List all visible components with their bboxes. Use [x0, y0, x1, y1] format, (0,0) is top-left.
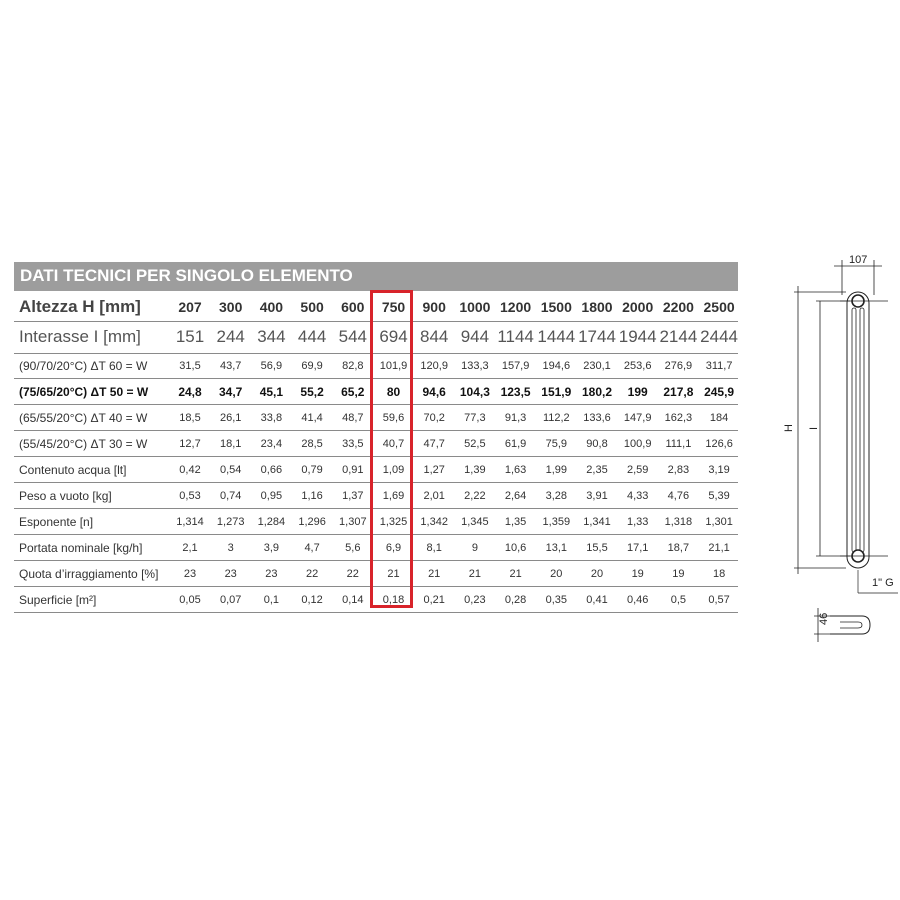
table-cell: 80 [386, 385, 401, 399]
table-cell: 77,3 [464, 412, 486, 424]
table-cell: 112,2 [542, 412, 570, 424]
table-cell: 0,41 [586, 594, 608, 606]
table-cell: 1,37 [342, 490, 364, 502]
table-cell: 244 [216, 327, 245, 346]
table-cell: 28,5 [301, 438, 323, 450]
table-cell: 1,09 [382, 464, 405, 476]
table-cell: 1,325 [379, 516, 408, 528]
row-label: (90/70/20°C) ΔT 60 = W [19, 359, 148, 373]
table-cell: 52,5 [464, 438, 486, 450]
table-cell: 0,1 [263, 594, 280, 606]
table-cell: 43,7 [219, 360, 242, 372]
table-cell: 151 [175, 327, 205, 346]
table-cell: 33,5 [342, 438, 364, 450]
table-cell: 1,39 [464, 464, 486, 476]
table-cell: 5,6 [345, 542, 361, 554]
table-cell: 0,07 [219, 594, 242, 606]
table-cell: 544 [338, 327, 367, 346]
table-cell: 104,3 [459, 385, 490, 399]
column-header: 600 [341, 299, 365, 315]
column-header: 750 [381, 299, 406, 315]
table-cell: 2,83 [667, 464, 690, 476]
table-cell: 1,342 [420, 516, 448, 528]
column-header: 400 [259, 299, 284, 315]
table-cell: 21 [387, 568, 400, 580]
column-header: 1000 [459, 299, 491, 315]
table-cell: 1,314 [176, 516, 204, 528]
column-header: 2000 [622, 299, 654, 315]
table-cell: 1444 [537, 327, 576, 346]
width-dimension-label: 107 [849, 254, 868, 266]
profile-section-outline [830, 616, 870, 634]
table-cell: 2,64 [504, 490, 527, 502]
table-cell: 100,9 [623, 438, 652, 450]
table-cell: 1,307 [339, 516, 367, 528]
table-cell: 21,1 [708, 542, 730, 554]
column-header: 300 [219, 299, 243, 315]
table-cell: 33,8 [260, 412, 283, 424]
table-cell: 0,74 [219, 490, 242, 502]
table-cell: 23,4 [260, 438, 283, 450]
table-cell: 13,1 [545, 542, 567, 554]
table-cell: 18,7 [667, 542, 690, 554]
table-cell: 21 [509, 568, 522, 580]
table-cell: 1,341 [583, 516, 611, 528]
depth-dimension-label: 46 [818, 612, 830, 625]
table-cell: 1944 [618, 327, 657, 346]
table-cell: 194,6 [542, 360, 571, 372]
table-cell: 1144 [497, 327, 534, 346]
table-cell: 56,9 [260, 360, 283, 372]
table-cell: 22 [346, 568, 359, 580]
table-cell: 1,63 [504, 464, 527, 476]
table-cell: 0,42 [179, 464, 201, 476]
table-cell: 40,7 [382, 438, 405, 450]
table-cell: 0,14 [342, 594, 364, 606]
table-cell: 24,8 [178, 385, 202, 399]
table-cell: 4,33 [626, 490, 649, 502]
row-label: Peso a vuoto [kg] [19, 489, 112, 503]
table-cell: 133,3 [461, 360, 489, 372]
table-cell: 0,23 [464, 594, 486, 606]
table-cell: 8,1 [426, 542, 442, 554]
table-cell: 1,35 [504, 516, 527, 528]
table-cell: 31,5 [179, 360, 201, 372]
row-label: Altezza H [mm] [19, 297, 141, 316]
highlighted-column-750 [370, 290, 413, 608]
column-header: 1500 [540, 299, 572, 315]
table-cell: 276,9 [664, 360, 693, 372]
table-cell: 65,2 [341, 385, 365, 399]
table-cell: 23 [183, 568, 197, 580]
table-cell: 2,01 [423, 490, 445, 502]
table-cell: 61,9 [504, 438, 527, 450]
table-cell: 0,5 [670, 594, 687, 606]
table-cell: 3 [227, 542, 234, 554]
table-cell: 0,12 [301, 594, 323, 606]
table-cell: 344 [257, 327, 286, 346]
table-cell: 94,6 [422, 385, 446, 399]
table-cell: 3,19 [708, 464, 730, 476]
table-cell: 0,53 [179, 490, 201, 502]
table-cell: 18,5 [179, 412, 201, 424]
table-cell: 444 [297, 327, 327, 346]
table-cell: 0,18 [382, 594, 405, 606]
table-cell: 22 [305, 568, 319, 580]
table-cell: 4,76 [667, 490, 690, 502]
table-cell: 2444 [700, 327, 738, 346]
table-cell: 1,296 [298, 516, 326, 528]
table-cell: 2,59 [626, 464, 649, 476]
table-cell: 45,1 [259, 385, 284, 399]
table-cell: 1,284 [257, 516, 286, 528]
table-cell: 162,3 [664, 412, 693, 424]
radiator-diagram [770, 250, 900, 670]
table-cell: 0,66 [260, 464, 283, 476]
table-cell: 21 [428, 568, 441, 580]
table-cell: 3,9 [263, 542, 280, 554]
table-cell: 120,9 [420, 360, 448, 372]
column-header: 2200 [662, 299, 694, 315]
table-cell: 151,9 [541, 385, 572, 399]
connection-size-label: 1" G [872, 577, 894, 589]
table-cell: 1,33 [626, 516, 649, 528]
row-label: Superficie [m²] [19, 593, 97, 607]
table-cell: 123,5 [500, 385, 531, 399]
table-cell: 0,57 [708, 594, 730, 606]
table-cell: 23 [265, 568, 278, 580]
table-cell: 70,2 [423, 412, 445, 424]
table-cell: 111,1 [665, 438, 692, 450]
table-cell: 253,6 [623, 360, 652, 372]
table-cell: 5,39 [708, 490, 730, 502]
table-cell: 230,1 [583, 360, 611, 372]
table-cell: 0,21 [423, 594, 445, 606]
table-cell: 75,9 [545, 438, 567, 450]
table-cell: 2,1 [182, 542, 198, 554]
table-cell: 82,8 [342, 360, 364, 372]
column-header: 1800 [581, 299, 613, 315]
table-cell: 47,7 [423, 438, 445, 450]
column-header: 207 [178, 299, 202, 315]
table-cell: 15,5 [586, 542, 608, 554]
row-label: Esponente [n] [19, 515, 94, 529]
table-cell: 20 [550, 568, 563, 580]
table-cell: 18,1 [219, 438, 242, 450]
table-cell: 311,7 [705, 360, 733, 372]
table-cell: 0,46 [626, 594, 649, 606]
i-dimension-label: I [808, 426, 820, 430]
h-dimension-label: H [783, 424, 795, 432]
table-cell: 2,35 [586, 464, 608, 476]
table-cell: 12,7 [179, 438, 201, 450]
table-title: DATI TECNICI PER SINGOLO ELEMENTO [20, 266, 353, 285]
table-cell: 1,16 [301, 490, 323, 502]
table-cell: 0,35 [545, 594, 567, 606]
table-cell: 91,3 [504, 412, 527, 424]
table-cell: 3,91 [586, 490, 608, 502]
table-cell: 1,318 [664, 516, 693, 528]
table-title-bar [14, 262, 738, 291]
table-cell: 10,6 [504, 542, 527, 554]
row-label: Contenuto acqua [lt] [19, 463, 127, 477]
column-header: 900 [422, 299, 446, 315]
table-cell: 1744 [578, 327, 616, 346]
table-cell: 23 [224, 568, 237, 580]
table-cell: 126,6 [705, 438, 733, 450]
table-cell: 6,9 [385, 542, 402, 554]
table-cell: 48,7 [342, 412, 364, 424]
row-label: Quota d’irraggiamento [%] [19, 567, 159, 581]
table-cell: 4,7 [304, 542, 320, 554]
table-cell: 3,28 [545, 490, 567, 502]
table-cell: 2144 [659, 327, 698, 346]
column-header: 1200 [500, 299, 532, 315]
table-cell: 184 [709, 412, 729, 424]
table-cell: 9 [471, 542, 478, 554]
table-cell: 20 [590, 568, 604, 580]
table-cell: 944 [460, 327, 490, 346]
column-header: 2500 [703, 299, 735, 315]
table-cell: 55,2 [300, 385, 324, 399]
table-cell: 101,9 [379, 360, 408, 372]
table-cell: 19 [631, 568, 644, 580]
table-cell: 34,7 [219, 385, 243, 399]
table-cell: 26,1 [219, 412, 242, 424]
table-cell: 19 [672, 568, 685, 580]
row-label: (65/55/20°C) ΔT 40 = W [19, 411, 148, 425]
table-cell: 2,22 [464, 490, 486, 502]
table-cell: 18 [712, 568, 726, 580]
table-cell: 21 [468, 568, 482, 580]
table-cell: 0,28 [504, 594, 527, 606]
table-cell: 245,9 [704, 385, 735, 399]
table-cell: 1,273 [216, 516, 245, 528]
table-cell: 1,345 [461, 516, 489, 528]
table-cell: 0,05 [179, 594, 201, 606]
table-cell: 694 [379, 327, 408, 346]
table-cell: 157,9 [501, 360, 530, 372]
table-cell: 0,91 [342, 464, 364, 476]
table-cell: 1,99 [545, 464, 567, 476]
row-label: (75/65/20°C) ΔT 50 = W [19, 385, 149, 399]
table-cell: 0,95 [260, 490, 283, 502]
table-cell: 1,27 [423, 464, 445, 476]
radiator-element-outline [847, 292, 869, 568]
table-cell: 180,2 [581, 385, 613, 399]
table-cell: 0,54 [219, 464, 242, 476]
table-cell: 133,6 [583, 412, 611, 424]
table-cell: 147,9 [623, 412, 652, 424]
table-cell: 69,9 [301, 360, 323, 372]
table-cell: 41,4 [301, 412, 323, 424]
table-cell: 0,79 [301, 464, 323, 476]
row-label: (55/45/20°C) ΔT 30 = W [19, 437, 148, 451]
table-cell: 1,301 [705, 516, 733, 528]
table-cell: 1,359 [542, 516, 571, 528]
column-header: 500 [300, 299, 324, 315]
table-cell: 59,6 [382, 412, 405, 424]
row-label: Interasse I [mm] [19, 327, 141, 346]
table-cell: 17,1 [626, 542, 649, 554]
table-cell: 844 [420, 327, 449, 346]
table-cell: 199 [627, 385, 648, 399]
row-label: Portata nominale [kg/h] [19, 541, 143, 555]
table-cell: 90,8 [586, 438, 608, 450]
table-cell: 217,8 [663, 385, 694, 399]
table-cell: 1,69 [382, 490, 405, 502]
